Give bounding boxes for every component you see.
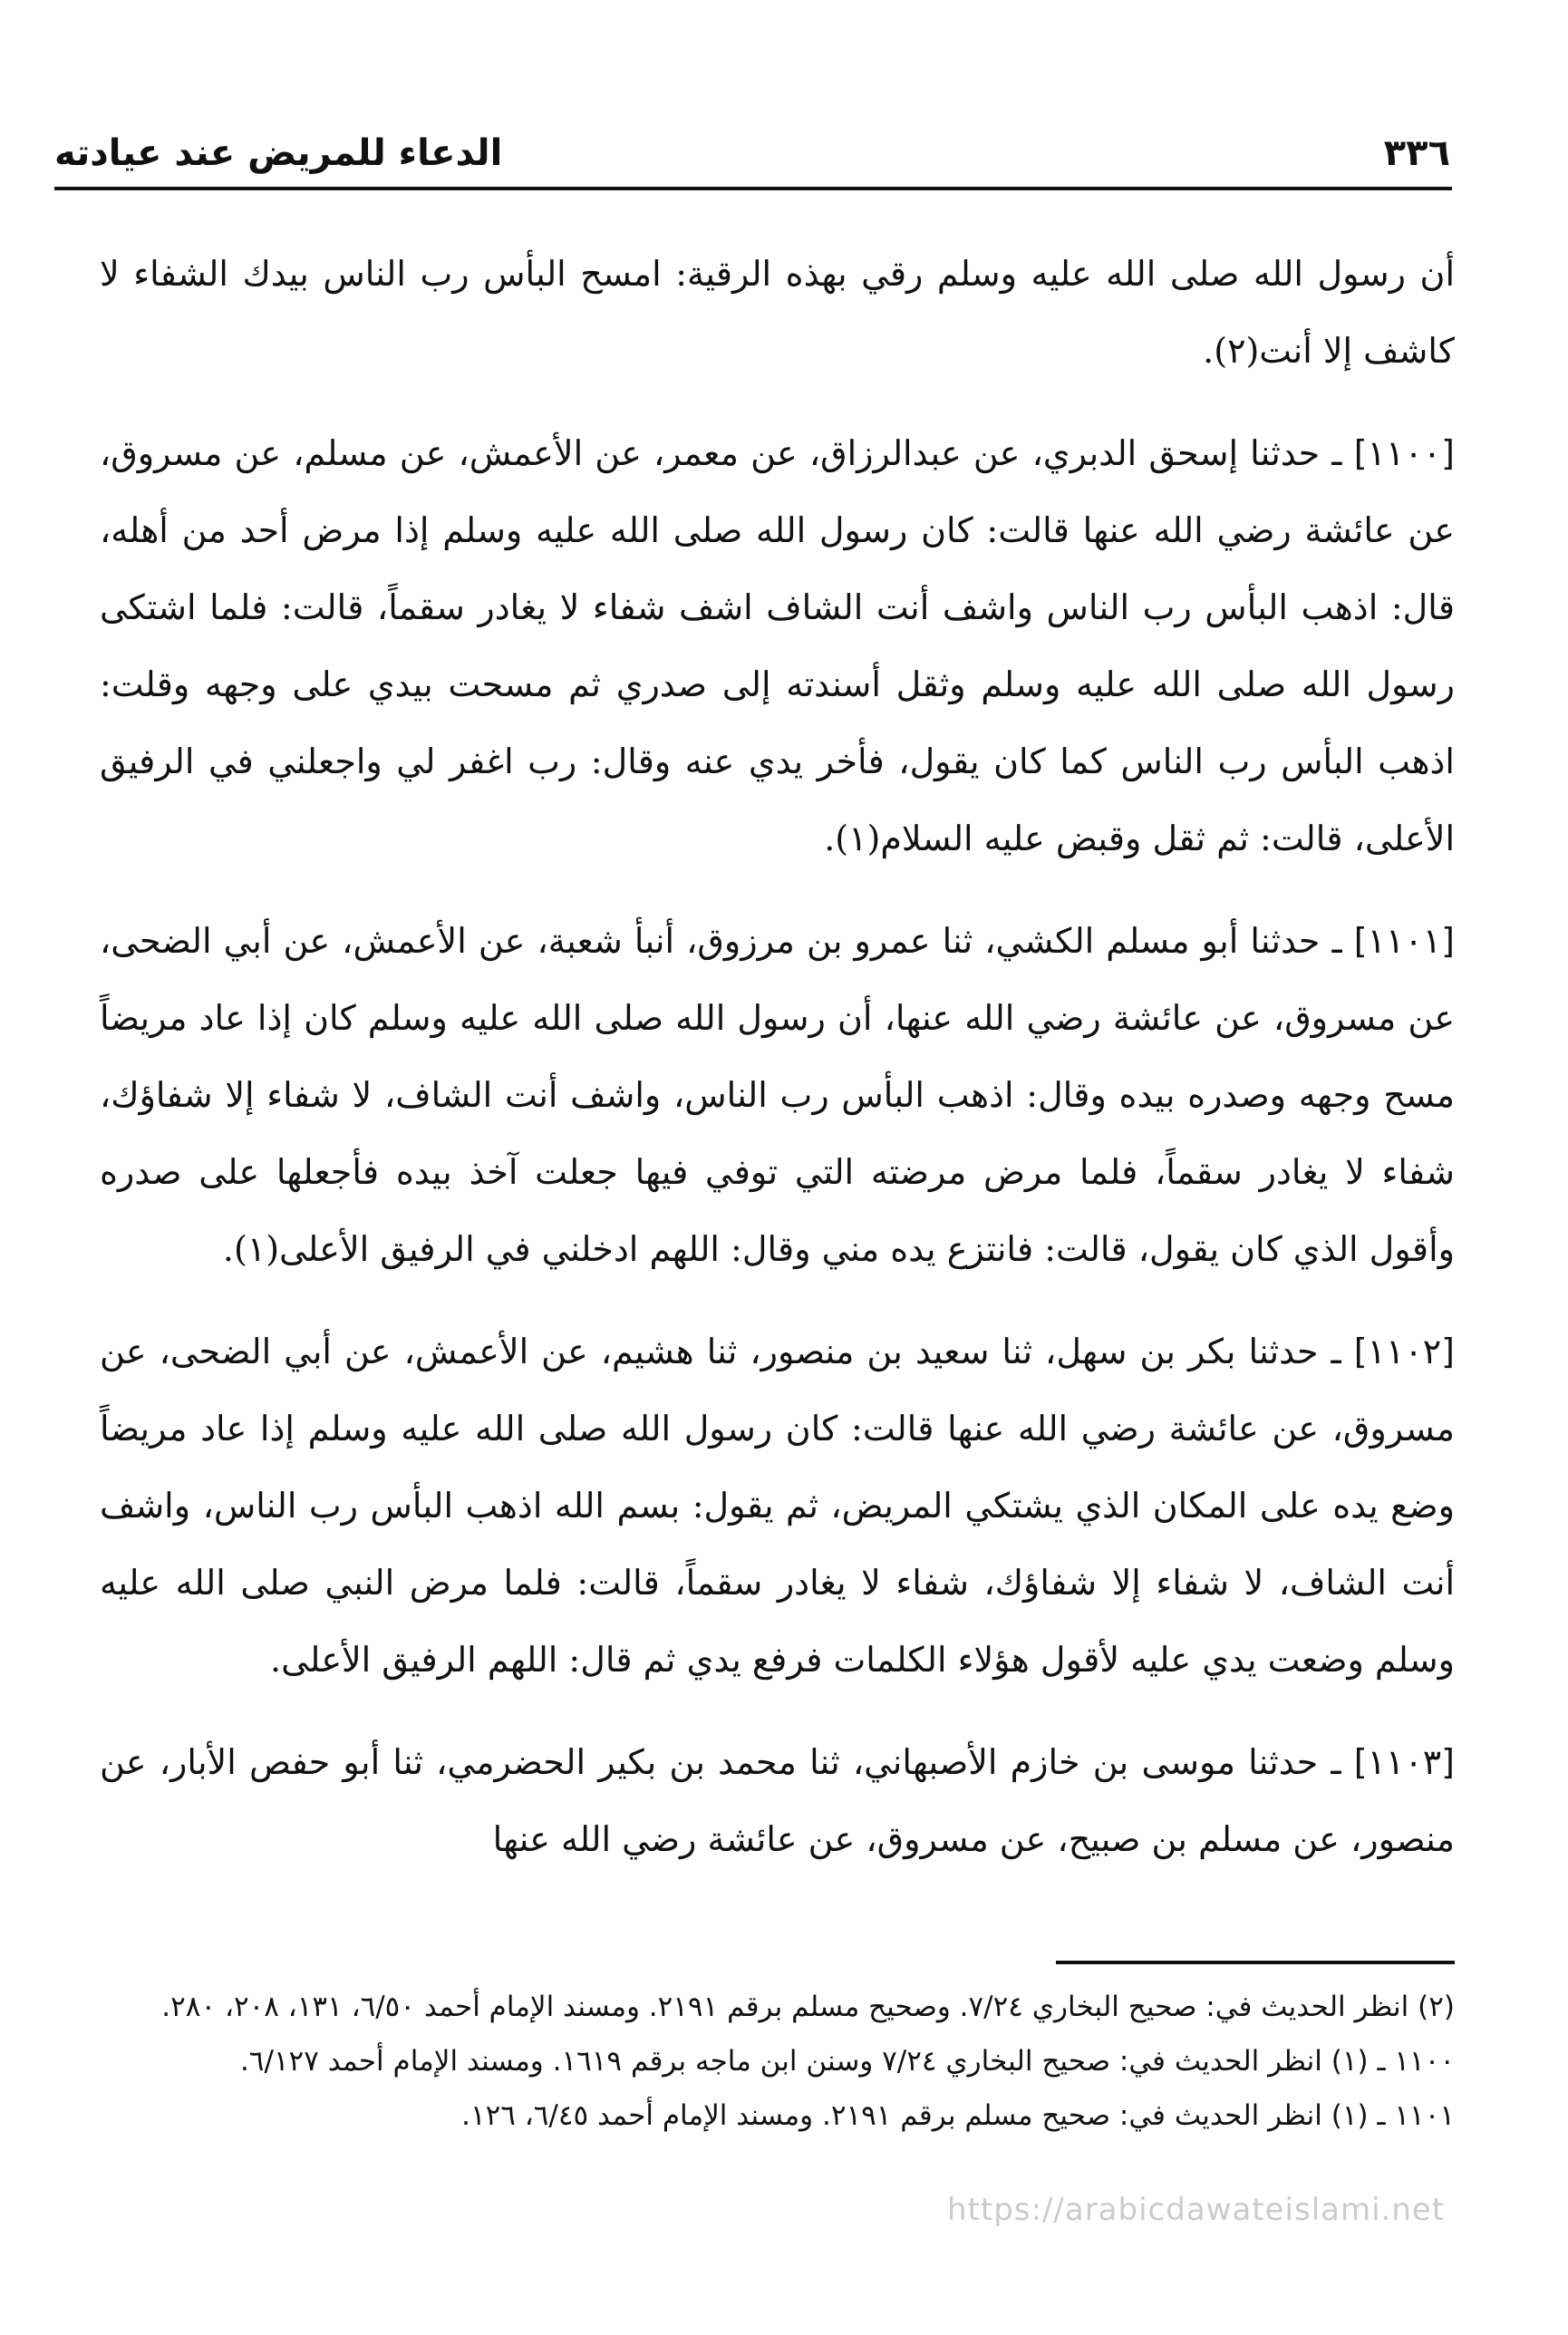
footnotes <box>100 1981 1455 2145</box>
paragraph <box>100 1313 1455 1699</box>
paragraph <box>100 903 1455 1288</box>
paragraph-text: أن رسول الله صلى الله عليه وسلم رقي بهذه الرقية: امسح البأس رب الناس بيدك الشفاء لا كاشف إلا أنت(٢). <box>100 254 1455 371</box>
paragraph-text: ـ حدثنا بكر بن سهل، ثنا سعيد بن منصور، ثنا هشيم، عن الأعمش، عن أبي الضحى، عن مسروق، عن عائشة رضي الله عنها قالت: كان رسول الله صلى الله عليه وسلم إذا عاد مريضاً وضع يده على المكان الذي يشتكي المريض، ثم يقول: بسم الله اذهب البأس رب الناس، واشف أنت الشاف، لا شفاء إلا شفاؤك، شفاء لا يغادر سقماً، قالت: فلما مرض النبي صلى الله عليه وسلم وضعت يدي عليه لأقول هؤلاء الكلمات فرفع يدي ثم قال: اللهم الرفيق الأعلى. <box>100 1332 1455 1680</box>
hadith-number: [١١٠١] <box>1353 921 1455 961</box>
paragraph <box>100 236 1455 390</box>
footnote-rule <box>1056 1961 1455 1964</box>
hadith-number: [١١٠٢] <box>1353 1332 1455 1371</box>
footnote: ١١٠١ ـ (١) انظر الحديث في: صحيح مسلم برقم ٢١٩١. ومسند الإمام أحمد ٦/٤٥، ١٢٦. <box>461 2099 1455 2132</box>
chapter-title: الدعاء للمريض عند عيادته <box>54 132 503 174</box>
footnote: (٢) انظر الحديث في: صحيح البخاري ٧/٢٤. وصحيح مسلم برقم ٢١٩١. ومسند الإمام أحمد ٦/٥٠، ١٣١، ٢٠٨، ٢٨٠. <box>161 1991 1455 2023</box>
hadith-number: [١١٠٠] <box>1353 433 1455 473</box>
paragraph <box>100 415 1455 877</box>
hadith-number: [١١٠٣] <box>1353 1742 1455 1782</box>
running-header <box>54 127 1450 179</box>
watermark: https://arabicdawateislami.net <box>947 2192 1446 2228</box>
paragraph-text: ـ حدثنا موسى بن خازم الأصبهاني، ثنا محمد بن بكير الحضرمي، ثنا أبو حفص الأبار، عن منصور، عن مسلم بن صبيح، عن مسروق، عن عائشة رضي الله عنها <box>100 1742 1455 1859</box>
paragraph-text: ـ حدثنا إسحق الدبري، عن عبدالرزاق، عن معمر، عن الأعمش، عن مسلم، عن مسروق، عن عائشة رضي الله عنها قالت: كان رسول الله صلى الله عليه وسلم إذا مرض أحد من أهله، قال: اذهب البأس رب الناس واشف أنت الشاف اشف شفاء لا يغادر سقماً، قالت: فلما اشتكى رسول الله صلى الله عليه وسلم وثقل أسندته إلى صدري ثم مسحت بيدي على وجهه وقلت: اذهب البأس رب الناس كما كان يقول، فأخر يدي عنه وقال: رب اغفر لي واجعلني في الرفيق الأعلى، قالت: ثم ثقل وقبض عليه السلام(١). <box>100 433 1456 858</box>
paragraph-text: ـ حدثنا أبو مسلم الكشي، ثنا عمرو بن مرزوق، أنبأ شعبة، عن الأعمش، عن أبي الضحى، عن مسروق، عن عائشة رضي الله عنها، أن رسول الله صلى الله عليه وسلم كان إذا عاد مريضاً مسح وجهه وصدره بيده وقال: اذهب البأس رب الناس، واشف أنت الشاف، لا شفاء إلا شفاؤك، شفاء لا يغادر سقماً، فلما مرض مرضته التي توفي فيها جعلت آخذ بيده فأجعلها على صدره وأقول الذي كان يقول، قالت: فانتزع يده مني وقال: اللهم ادخلني في الرفيق الأعلى(١). <box>100 921 1455 1269</box>
header-rule <box>54 187 1452 190</box>
page-number: ٣٣٦ <box>1383 132 1450 174</box>
paragraph <box>100 1724 1455 1878</box>
footnote: ١١٠٠ ـ (١) انظر الحديث في: صحيح البخاري ٧/٢٤ وسنن ابن ماجه برقم ١٦١٩. ومسند الإمام أحمد ٦/١٢٧. <box>239 2045 1455 2078</box>
main-text <box>100 236 1455 1904</box>
